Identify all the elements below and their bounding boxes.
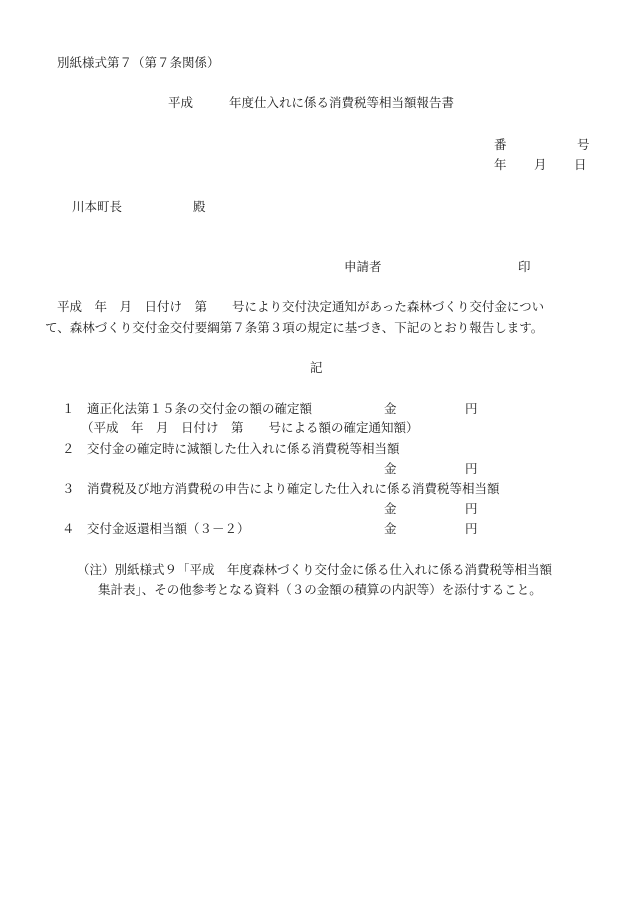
item-2-amount-suffix: 円 bbox=[465, 461, 478, 476]
item-2-amount-prefix: 金 bbox=[384, 461, 397, 476]
body-line-1: 平成 年 月 日付け 第 号により交付決定通知があった森林づくり交付金につい bbox=[57, 299, 545, 314]
item-1-subtext: （平成 年 月 日付け 第 号による額の確定通知額） bbox=[81, 420, 419, 435]
doc-number-suffix: 号 bbox=[577, 137, 590, 152]
item-1-text: 適正化法第１５条の交付金の額の確定額 bbox=[87, 401, 313, 416]
form-label: 別紙様式第７（第７条関係） bbox=[57, 55, 220, 70]
item-3-amount-suffix: 円 bbox=[465, 501, 478, 516]
date-day: 日 bbox=[574, 157, 587, 172]
item-1-amount-prefix: 金 bbox=[384, 401, 397, 416]
item-3-number: ３ bbox=[62, 481, 75, 496]
item-1-amount-suffix: 円 bbox=[465, 401, 478, 416]
item-4-text: 交付金返還相当額（３－２） bbox=[87, 521, 250, 536]
body-line-2: て、森林づくり交付金交付要綱第７条第３項の規定に基づき、下記のとおり報告します。 bbox=[45, 320, 544, 335]
note-line-1: （注）別紙様式９「平成 年度森林づくり交付金に係る仕入れに係る消費税等相当額 bbox=[77, 562, 553, 577]
item-4-amount-suffix: 円 bbox=[465, 521, 478, 536]
title-era: 平成 bbox=[168, 95, 194, 110]
note-line-2: 集計表」、その他参考となる資料（３の金額の積算の内訳等）を添付すること。 bbox=[98, 582, 542, 597]
date-month: 月 bbox=[534, 157, 547, 172]
document-title bbox=[168, 97, 454, 110]
item-2-number: ２ bbox=[62, 441, 75, 456]
addressee-honorific: 殿 bbox=[193, 199, 206, 214]
date-year: 年 bbox=[494, 157, 507, 172]
item-4-number: ４ bbox=[62, 521, 75, 536]
applicant-seal: 印 bbox=[518, 259, 531, 274]
item-3-amount-prefix: 金 bbox=[384, 501, 397, 516]
addressee-name: 川本町長 bbox=[72, 199, 123, 214]
ki-heading: 記 bbox=[310, 360, 323, 375]
doc-number-prefix: 番 bbox=[494, 137, 507, 152]
item-3-text: 消費税及び地方消費税の申告により確定した仕入れに係る消費税等相当額 bbox=[87, 481, 500, 496]
item-2-text: 交付金の確定時に減額した仕入れに係る消費税等相当額 bbox=[87, 441, 400, 456]
title-text: 年度仕入れに係る消費税等相当額報告書 bbox=[229, 95, 455, 110]
item-1-number: １ bbox=[62, 401, 75, 416]
applicant-label: 申請者 bbox=[344, 259, 382, 274]
item-4-amount-prefix: 金 bbox=[384, 521, 397, 536]
